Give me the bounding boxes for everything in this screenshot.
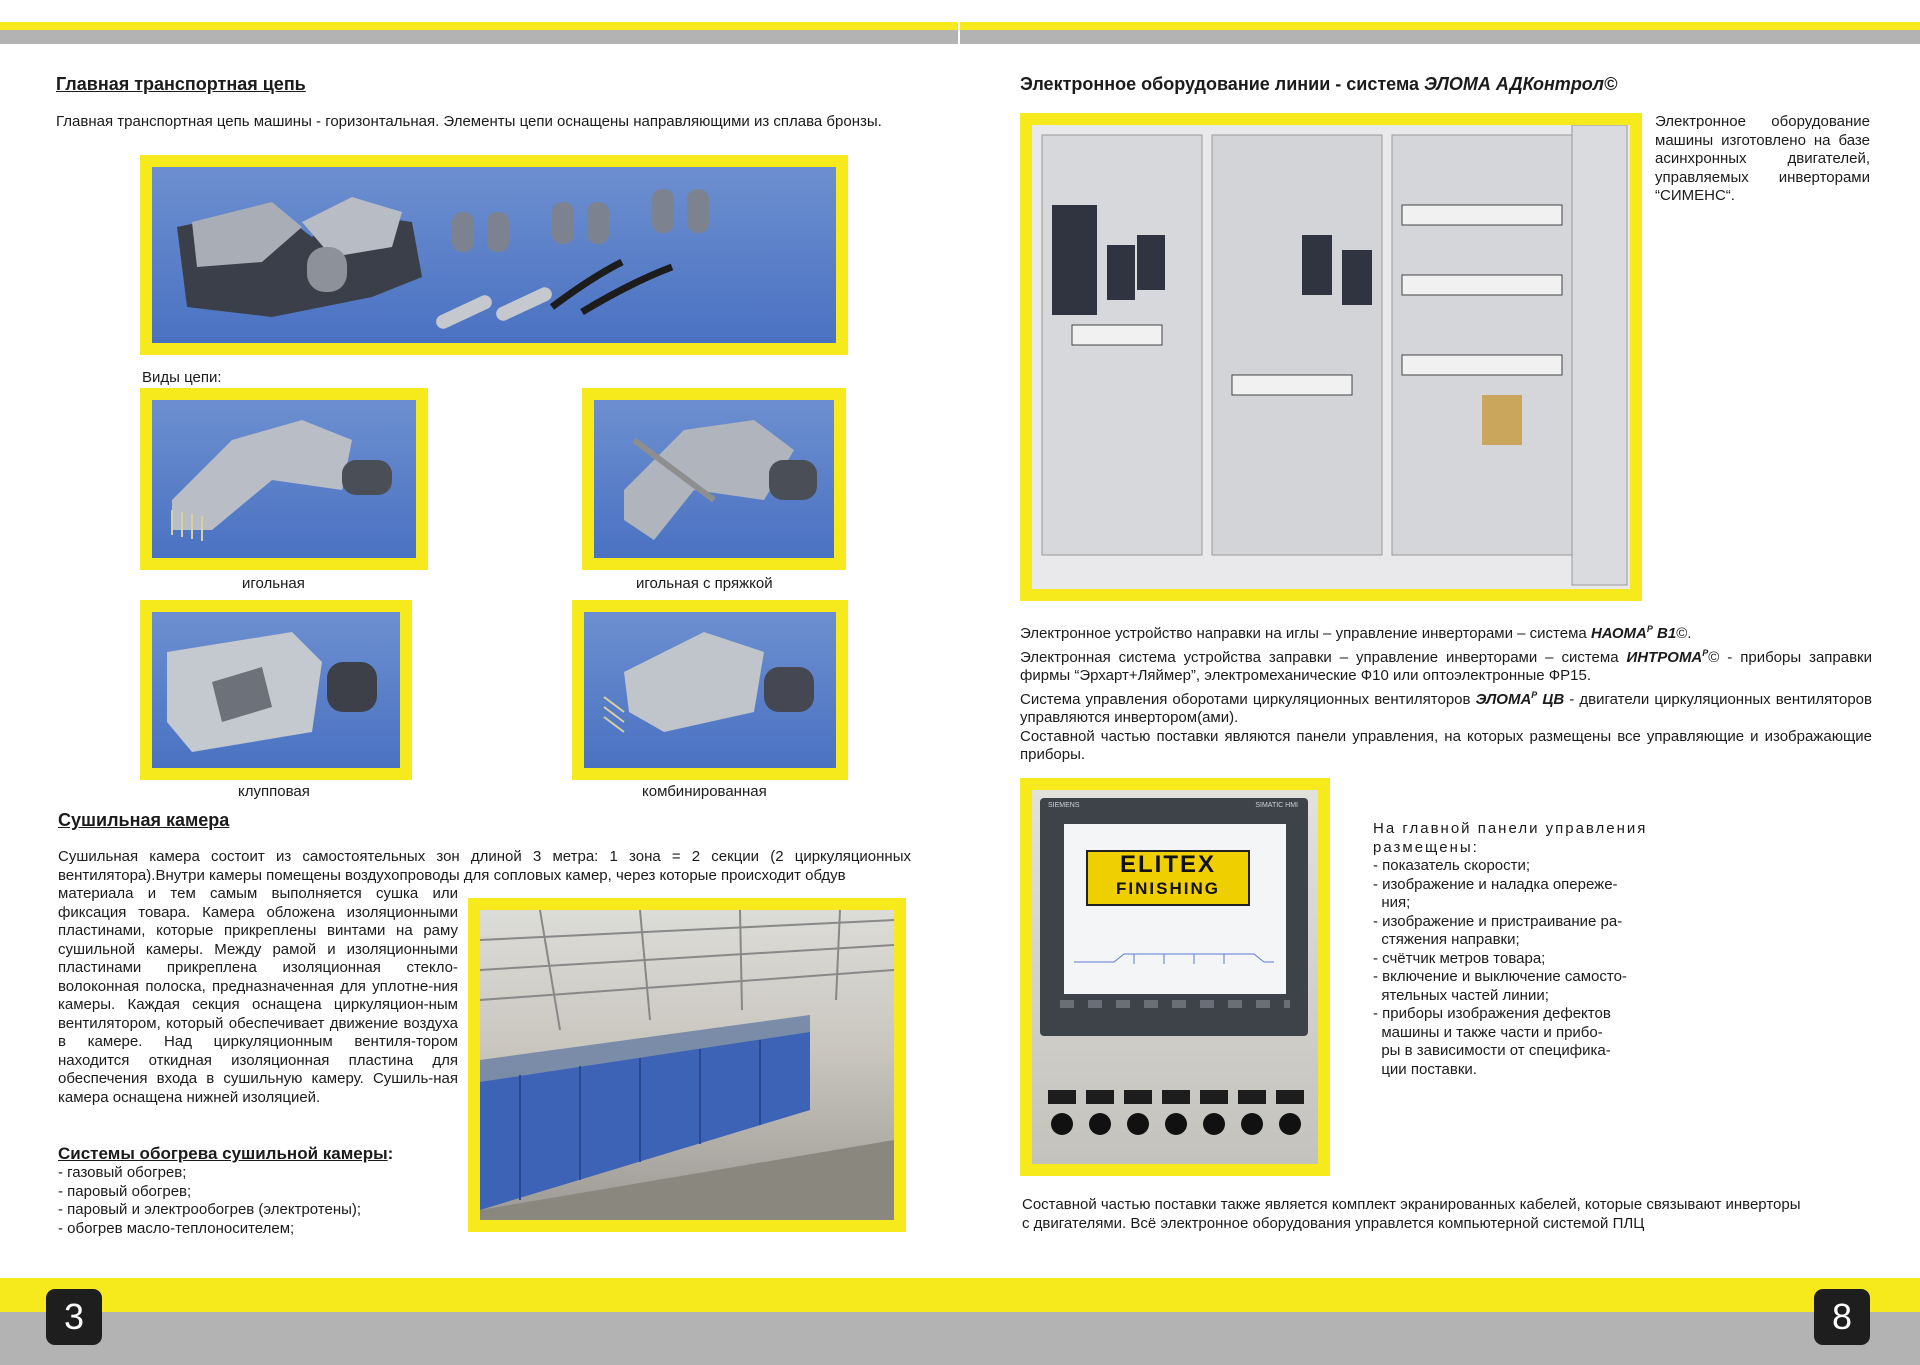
heating-title-colon: : <box>387 1144 394 1163</box>
dryer-title: Сушильная камера <box>58 810 230 830</box>
hmi-screen <box>1064 824 1286 994</box>
para-introma <box>1020 644 1872 686</box>
hmi-model: SIMATIC HMI <box>1255 802 1298 809</box>
para-naoma <box>1020 620 1872 644</box>
heating-item: - обогрев масло-теплоносителем; <box>58 1219 295 1237</box>
para-introma-text: Электронная система устройства заправки – управление инверторами – система <box>1020 648 1627 666</box>
para-eloma-text: Система управления оборотами циркуляционных вентиляторов <box>1020 690 1476 708</box>
needle-chain-photo <box>152 400 416 558</box>
heating-title-wrap <box>58 1144 393 1164</box>
panel-feature-item: - изображение и пристраивание ра- стяжения направки; <box>1373 912 1623 948</box>
heating-item: - паровый и электрообогрев (электротены); <box>58 1201 362 1218</box>
chain-type-caption-needle: игольная <box>242 575 305 592</box>
brand-eloma: ЭЛОМА <box>1475 690 1532 708</box>
heating-title: Системы обогрева сушильной камеры <box>58 1144 388 1163</box>
page-number-right: 8 <box>1814 1289 1870 1345</box>
bottom-yellow-stripe <box>0 1278 1920 1312</box>
brand-eloma-suffix: ЦВ <box>1537 690 1565 708</box>
page-fold <box>958 22 960 44</box>
chain-type-photo-frame <box>582 388 846 570</box>
elitex-logo <box>1086 850 1250 906</box>
chain-type-caption-combined: комбинированная <box>642 783 767 800</box>
top-gray-stripe <box>0 30 1920 44</box>
needle-buckle-chain-photo <box>594 400 834 558</box>
chain-photo-frame <box>140 155 848 355</box>
top-yellow-stripe <box>0 22 1920 30</box>
panel-features-list <box>1373 857 1693 1079</box>
panel-intro: На главной панели управления размещены: <box>1373 820 1648 856</box>
chain-type-photo-frame <box>140 388 428 570</box>
electronics-title-brand: ЭЛОМА АДКонтрол© <box>1424 74 1618 94</box>
page-number-left: 3 <box>46 1289 102 1345</box>
dryer-photo <box>480 910 894 1220</box>
dryer-text-full: Сушильная камера состоит из самостоятельных зон длиной 3 метра: 1 зона = 2 секции (2 циркуляционных вентилятора).Внутри камеры помещены воздухопроводы для сопловых камер, через которые происходит обдув <box>58 848 911 884</box>
para-naoma-text: Электронное устройство направки на иглы – управление инверторами – система <box>1020 625 1591 642</box>
combined-chain-photo <box>584 612 836 768</box>
motors-text: Электронное оборудование машины изготовлено на базе асинхронных двигателей, управляемых инверторами “СИМЕНС“. <box>1655 113 1870 204</box>
hmi-photo <box>1032 790 1318 1164</box>
clip-chain-photo <box>152 612 400 768</box>
brand-introma-sup: Р <box>1702 647 1709 658</box>
brand-introma: ИНТРОМА <box>1626 648 1703 666</box>
dryer-text-column: материала и тем самым выполняется сушка или фиксация товара. Камера обложена изоляционными пластинами, которые прикреплены винтами на раму сушильной камеры. Между рамой и изоляционными пластинами прикреплена изоляционная стекло-волоконная полоска, предназначенная для уплотне-ния камеры. Каждая секция оснащена циркуляцион-ным вентилятором, который обеспечивает движение воздуха в камере. Над циркуляционным вентиля-тором находится откидная изоляционная пластина для обеспечения входа в сушильную камеру. Сушиль-ная камера оснащена нижней изоляцией. <box>58 885 458 1106</box>
para-panels: Составной частью поставки являются панели управления, на которых размещены все управляющие и изображающие приборы. <box>1020 727 1872 763</box>
chain-text: Главная транспортная цепь машины - горизонтальная. Элементы цепи оснащены направляющими из сплава бронзы. <box>56 113 882 130</box>
panel-feature-item: - счётчик метров товара; <box>1373 949 1546 967</box>
brand-eloma-sup: Р <box>1531 689 1538 700</box>
hmi-device <box>1040 798 1308 1036</box>
chain-types-label: Виды цепи: <box>142 369 222 386</box>
logo-line1: ELITEX <box>1119 851 1216 878</box>
brand-naoma-suffix: В1 <box>1652 625 1677 642</box>
heating-item: - паровый обогрев; <box>58 1182 192 1200</box>
chain-type-photo-frame <box>140 600 412 780</box>
logo-line2: FINISHING <box>1116 879 1220 898</box>
cabinet-photo <box>1032 125 1630 589</box>
para-naoma-end: ©. <box>1676 625 1692 642</box>
chain-type-caption-clip: клупповая <box>238 783 310 800</box>
electronics-title-plain: Электронное оборудование линии - система <box>1020 74 1425 94</box>
hmi-photo-frame <box>1020 778 1330 1176</box>
panel-feature-item: - приборы изображения дефектов машины и также части и прибо- ры в зависимости от специфика- ции поставки. <box>1373 1005 1611 1078</box>
para-eloma-end: - двигатели циркуляционных вентиляторов управляются инвертором(ами). <box>1020 690 1872 726</box>
heating-item: - газовый обогрев; <box>58 1164 187 1181</box>
cables-text: Составной частью поставки также является комплект экранированных кабелей, которые связывают инверторы с двигателями. Всё электронное оборудования управлется компьютерной системой ПЛЦ <box>1022 1196 1801 1232</box>
bottom-gray-stripe <box>0 1312 1920 1365</box>
systems-description <box>1020 620 1872 765</box>
brand-naoma-sup: Р <box>1646 624 1653 634</box>
electronics-title <box>1020 74 1617 95</box>
heating-list <box>58 1164 361 1238</box>
chain-type-photo-frame <box>572 600 848 780</box>
chain-title: Главная транспортная цепь <box>56 74 306 94</box>
cabinet-photo-frame <box>1020 113 1642 601</box>
dryer-photo-frame <box>468 898 906 1232</box>
hmi-function-keys <box>1060 1000 1290 1008</box>
hmi-brand: SIEMENS <box>1048 802 1080 809</box>
panel-feature-item: - изображение и наладка опереже- ния; <box>1373 875 1618 911</box>
brand-naoma: НАОМА <box>1590 625 1647 642</box>
para-eloma <box>1020 686 1872 728</box>
chain-type-caption-needle-buckle: игольная с пряжкой <box>636 575 773 592</box>
chain-photo <box>152 167 836 343</box>
panel-feature-item: - показатель скорости; <box>1373 857 1531 874</box>
panel-feature-item: - включение и выключение самосто- ятельных частей линии; <box>1373 968 1627 1004</box>
para-introma-end: © - приборы заправки фирмы “Эрхарт+Ляймер”, электромеханические Ф10 или оптоэлектронные ФР15. <box>1020 648 1873 684</box>
control-switches <box>1048 1090 1308 1140</box>
